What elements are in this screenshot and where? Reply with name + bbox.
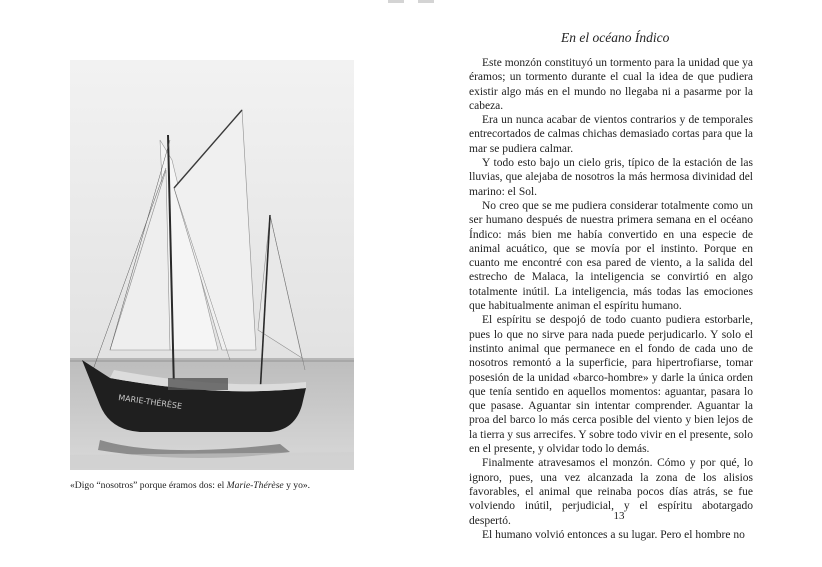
paragraph: Finalmente atravesamos el monzón. Cómo y por qué, lo ignoro, pues, una vez alcanzada la zona de los alisios favorables, el animal que reinaba pocos días atrás, se fue volviendo inútil, perjudicial, y el espíritu abotargado despertó. bbox=[469, 457, 753, 527]
caption-boat-name: Marie-Thérèse bbox=[226, 480, 284, 491]
caption-text-end: y yo». bbox=[283, 480, 311, 491]
paragraph: El humano volvió entonces a su lugar. Pero el hombre no bbox=[482, 528, 745, 541]
paragraph: El espíritu se despojó de todo cuanto pudiera estorbarle, pues lo que no sirve para nada puede perjudicarlo. Y solo el instinto animal que permanece en el fondo de cada uno de nosotros remontó a la superficie, para hipertrofiarse, tomar posesión de la unidad «barco-hombre» y darle la única orden que tenía sentido en aquellos momentos: aguantar, pasara lo que pasase. Aguantar sin intentar comprender. Aguantar la proa del barco lo más cerca posible del viento y bien lejos de la tierra y sus arrecifes. Y sobre todo vivir en el presente, solo en el presente, y olvidar todo lo demás. bbox=[469, 314, 753, 456]
body-text bbox=[469, 56, 753, 542]
paragraph: No creo que se me pudiera considerar totalmente como un ser humano después de nuestra primera semana en el océano Índico: más bien me había convertido en una especie de animal acuático, que se movía por el instinto. Porque en cuanto me encontré con esa pared de viento, a la salida del estrecho de Malaca, la inteligencia se convirtió en algo totalmente inútil. La inteligencia, más todas las emociones que habitualmente animan el espíritu humano. bbox=[469, 199, 753, 313]
paragraph: Este monzón constituyó un tormento para la unidad que ya éramos; un tormento durante el cual la idea de que pudiera existir algo más en el mundo no llegaba ni a pasarme por la cabeza. bbox=[469, 57, 753, 112]
hull-lettering: MARIE-THÉRÈSE bbox=[117, 393, 183, 411]
photo-caption bbox=[70, 480, 360, 492]
sailboat-illustration bbox=[70, 60, 354, 470]
running-head: En el océano Índico bbox=[561, 30, 670, 45]
sailboat-photo bbox=[70, 60, 354, 470]
right-page bbox=[411, 0, 822, 567]
paragraph: Era un nunca acabar de vientos contrarios y de temporales entrecortados de calmas chichas demasiado cortas para que la mar se pudiera calmar. bbox=[469, 114, 753, 155]
paragraph: Y todo esto bajo un cielo gris, típico de la estación de las lluvias, que alejaba de nosotros la más hermosa divinidad del marino: el Sol. bbox=[469, 157, 753, 198]
page-number: 13 bbox=[613, 510, 625, 522]
caption-text-start: «Digo “nosotros” porque éramos dos: el bbox=[70, 480, 227, 491]
